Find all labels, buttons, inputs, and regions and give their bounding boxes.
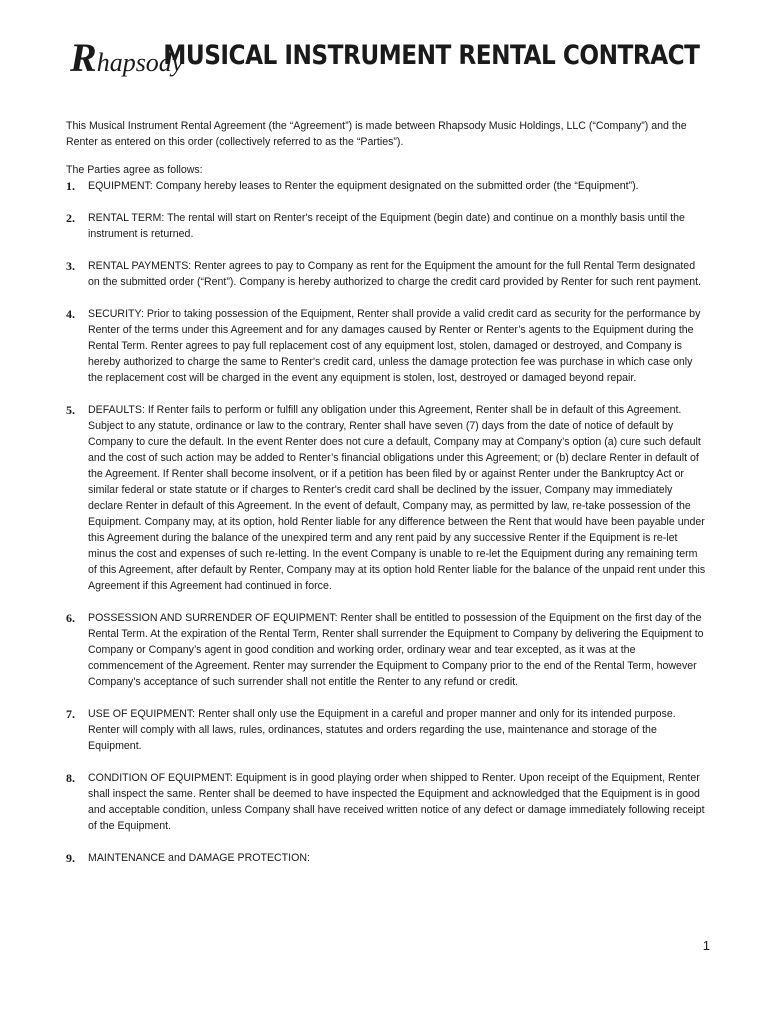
logo-initial: R bbox=[70, 35, 97, 80]
clause-text: MAINTENANCE and DAMAGE PROTECTION: bbox=[88, 852, 310, 864]
logo-wordmark: hapsody bbox=[96, 48, 184, 77]
clause-1 bbox=[66, 178, 706, 194]
clause-7 bbox=[66, 706, 706, 754]
document-body bbox=[66, 118, 706, 882]
document-title: MUSICAL INSTRUMENT RENTAL CONTRACT bbox=[163, 40, 700, 71]
clause-3 bbox=[66, 258, 706, 290]
clause-number: 3. bbox=[66, 259, 75, 273]
clause-number: 9. bbox=[66, 851, 75, 865]
page-number: 1 bbox=[702, 938, 710, 953]
clause-number: 6. bbox=[66, 611, 75, 625]
clause-text: RENTAL PAYMENTS: Renter agrees to pay to Company as rent for the Equipment the amount for the full Rental Term designated on the submitted order (“Rent”). Company is hereby authorized to charge the credit card provided by Renter for such rent payment. bbox=[88, 260, 701, 288]
clause-text: POSSESSION AND SURRENDER OF EQUIPMENT: Renter shall be entitled to possession of the Equipment on the first day of the Rental Term. At the expiration of the Rental Term, Renter shall surrender the Equipment to Company by delivering the Equipment to Company or Company’s agent in good condition and working order, ordinary wear and tear excepted, as it was at the commencement of the Agreement. Renter may surrender the Equipment to Company prior to the end of the Rental Term, however Company's acceptance of such surrender shall not entitle the Renter to any refund or credit. bbox=[88, 612, 704, 688]
clause-text: EQUIPMENT: Company hereby leases to Renter the equipment designated on the submitted order (the “Equipment”). bbox=[88, 180, 639, 192]
clause-text: SECURITY: Prior to taking possession of the Equipment, Renter shall provide a valid credit card as security for the performance by Renter of the terms under this Agreement and for any damages caused by Renter or Renter’s agents to the Equipment during the Rental Term. Renter agrees to pay full replacement cost of any equipment lost, stolen, damaged or destroyed, and Company is hereby authorized to charge the same to Renter's credit card, unless the damage protection fee was purchase in which case only the replacement cost will be charged in the event any equipment is stolen, lost, destroyed or damaged beyond repair. bbox=[88, 308, 701, 384]
clause-number: 1. bbox=[66, 179, 75, 193]
clause-9 bbox=[66, 850, 706, 866]
clause-2 bbox=[66, 210, 706, 242]
clause-text: USE OF EQUIPMENT: Renter shall only use the Equipment in a careful and proper manner and only for its intended purpose. Renter will comply with all laws, rules, ordinances, statutes and orders regarding the use, maintenance and storage of the Equipment. bbox=[88, 708, 676, 752]
clause-text: DEFAULTS: If Renter fails to perform or fulfill any obligation under this Agreement, Renter shall be in default of this Agreement. Subject to any statute, ordinance or law to the contrary, Renter shall have seven (7) days from the date of notice of default by Company to cure the default. In the event Renter does not cure a default, Company may at Company’s option (a) cure such default and the cost of such action may be added to Renter’s financial obligations under this Agreement; or (b) declare Renter in default of the Agreement. If Renter shall become insolvent, or if a petition has been filed by or against Renter under the Bankruptcy Act or similar federal or state statute or if charges to Renter's credit card shall be declined by the issuer, Company may immediately declare Renter in default of this Agreement. In the event of default, Company may, as permitted by law, re-take possession of the Equipment. Company may, at its option, hold Renter liable for any difference between the Rent that would have been payable under this Agreement during the balance of the unexpired term and any rent paid by any successive Renter if the Equipment is re-let minus the cost and expenses of such re-letting. In the event Company is unable to re-let the Equipment during any remaining term of this Agreement, after default by Renter, Company may at its option hold Renter liable for the balance of the unpaid rent under this Agreement if this Agreement had continued in force. bbox=[88, 404, 706, 592]
clause-6 bbox=[66, 610, 706, 690]
clause-text: CONDITION OF EQUIPMENT: Equipment is in good playing order when shipped to Renter. Upon receipt of the Equipment, Renter shall inspect the same. Renter shall be deemed to have inspected the Equipment and acknowledged that the Equipment is in good and acceptable condition, unless Company shall have received written notice of any defect or damage immediately following receipt of the Equipment. bbox=[88, 772, 705, 832]
clause-number: 7. bbox=[66, 707, 75, 721]
clause-number: 8. bbox=[66, 771, 75, 785]
clause-list bbox=[66, 178, 706, 866]
clause-number: 2. bbox=[66, 211, 75, 225]
clause-8 bbox=[66, 770, 706, 834]
clause-number: 4. bbox=[66, 307, 75, 321]
clause-text: RENTAL TERM: The rental will start on Renter's receipt of the Equipment (begin date) and continue on a monthly basis until the instrument is returned. bbox=[88, 212, 685, 240]
clause-5 bbox=[66, 402, 706, 594]
clause-4 bbox=[66, 306, 706, 386]
clause-number: 5. bbox=[66, 403, 75, 417]
intro-paragraph: This Musical Instrument Rental Agreement (the “Agreement”) is made between Rhapsody Music Holdings, LLC (“Company”) and the Renter as entered on this order (collectively referred to as the “Parties”). bbox=[66, 120, 687, 148]
agree-line: The Parties agree as follows: bbox=[66, 164, 203, 176]
